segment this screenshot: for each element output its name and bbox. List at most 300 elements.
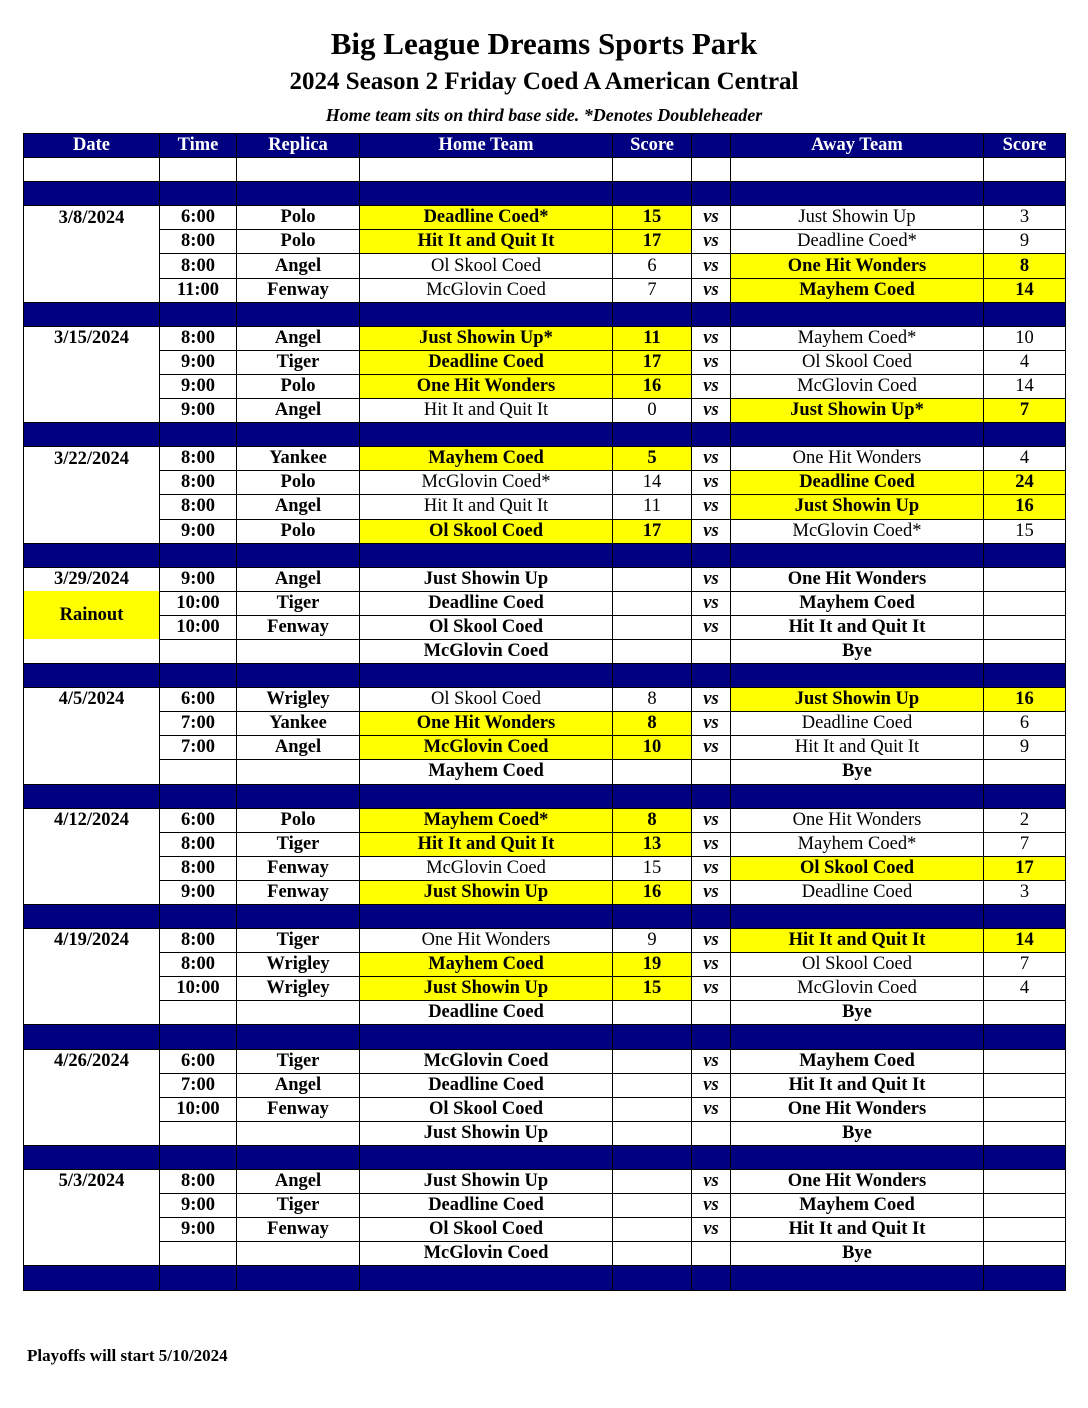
home-score-cell: 9: [613, 929, 692, 953]
blank-row-cell: [613, 158, 692, 182]
week-separator-cell: [160, 302, 237, 326]
vs-cell: vs: [692, 447, 731, 471]
replica-cell: Tiger: [237, 832, 360, 856]
date-cell: [24, 495, 160, 519]
home-score-cell: 5: [613, 447, 692, 471]
vs-cell: vs: [692, 374, 731, 398]
week-separator: [24, 302, 1066, 326]
home-score-cell: 8: [613, 712, 692, 736]
date-cell: [24, 832, 160, 856]
date-cell: [24, 374, 160, 398]
home-score-cell: 17: [613, 350, 692, 374]
home-score-cell: 14: [613, 471, 692, 495]
away-team-cell: Hit It and Quit It: [731, 736, 984, 760]
home-team-cell: Deadline Coed*: [360, 206, 613, 230]
blank-row-cell: [692, 158, 731, 182]
week-separator-cell: [731, 905, 984, 929]
blank-row-cell: [24, 158, 160, 182]
away-score-cell: [984, 591, 1066, 615]
away-score-cell: 24: [984, 471, 1066, 495]
away-team-cell: Just Showin Up: [731, 206, 984, 230]
time-cell: 8:00: [160, 447, 237, 471]
away-score-cell: 7: [984, 399, 1066, 423]
away-score-cell: [984, 1097, 1066, 1121]
week-separator-cell: [984, 1266, 1066, 1290]
week-separator-cell: [731, 302, 984, 326]
away-score-cell: 14: [984, 929, 1066, 953]
week-separator-cell: [360, 784, 613, 808]
week-separator-cell: [984, 784, 1066, 808]
blank-row-cell: [360, 158, 613, 182]
week-separator-cell: [237, 664, 360, 688]
home-team-cell: Hit It and Quit It: [360, 399, 613, 423]
week-separator-cell: [237, 423, 360, 447]
away-score-cell: [984, 1073, 1066, 1097]
blank-row: [24, 158, 1066, 182]
week-separator-cell: [692, 302, 731, 326]
replica-cell: Wrigley: [237, 688, 360, 712]
away-team-cell: Mayhem Coed: [731, 1194, 984, 1218]
time-cell: 9:00: [160, 350, 237, 374]
replica-cell: Angel: [237, 495, 360, 519]
table-row: [24, 1242, 1066, 1266]
home-team-cell: McGlovin Coed: [360, 736, 613, 760]
away-score-cell: 7: [984, 832, 1066, 856]
table-row: [24, 929, 1066, 953]
away-team-cell: McGlovin Coed: [731, 977, 984, 1001]
away-score-cell: 4: [984, 447, 1066, 471]
week-separator-cell: [237, 1266, 360, 1290]
time-cell: [160, 1242, 237, 1266]
date-cell: [24, 639, 160, 663]
week-separator-cell: [613, 423, 692, 447]
away-team-cell: McGlovin Coed: [731, 374, 984, 398]
date-cell: 3/29/2024: [24, 567, 160, 591]
vs-cell: vs: [692, 519, 731, 543]
week-separator-cell: [160, 1145, 237, 1169]
away-team-cell: Deadline Coed: [731, 712, 984, 736]
time-cell: 8:00: [160, 856, 237, 880]
home-score-cell: 8: [613, 808, 692, 832]
vs-cell: vs: [692, 808, 731, 832]
week-separator-cell: [731, 664, 984, 688]
vs-cell: vs: [692, 326, 731, 350]
date-cell: 4/5/2024: [24, 688, 160, 712]
table-row: [24, 1097, 1066, 1121]
home-score-cell: 17: [613, 519, 692, 543]
time-cell: [160, 639, 237, 663]
table-row: [24, 206, 1066, 230]
table-row: [24, 760, 1066, 784]
time-cell: 9:00: [160, 519, 237, 543]
date-cell: 3/15/2024: [24, 326, 160, 350]
week-separator: [24, 543, 1066, 567]
home-team-cell: McGlovin Coed: [360, 856, 613, 880]
week-separator-cell: [237, 543, 360, 567]
week-separator-cell: [237, 784, 360, 808]
time-cell: 8:00: [160, 832, 237, 856]
week-separator-cell: [24, 1266, 160, 1290]
week-separator-cell: [360, 423, 613, 447]
schedule-table: [23, 133, 1066, 1291]
away-team-cell: Hit It and Quit It: [731, 929, 984, 953]
home-team-cell: Just Showin Up: [360, 1170, 613, 1194]
home-score-cell: [613, 1218, 692, 1242]
time-cell: 8:00: [160, 1170, 237, 1194]
col-header-away-team: Away Team: [731, 134, 984, 158]
away-score-cell: 16: [984, 688, 1066, 712]
date-cell: [24, 953, 160, 977]
week-separator-cell: [360, 182, 613, 206]
away-team-cell: Mayhem Coed: [731, 278, 984, 302]
week-separator-cell: [24, 543, 160, 567]
week-separator-cell: [692, 905, 731, 929]
week-separator-cell: [692, 1145, 731, 1169]
week-separator-cell: [24, 302, 160, 326]
away-score-cell: [984, 1121, 1066, 1145]
home-score-cell: [613, 1001, 692, 1025]
week-separator-cell: [613, 182, 692, 206]
away-team-cell: Deadline Coed: [731, 880, 984, 904]
week-separator-cell: [360, 302, 613, 326]
replica-cell: Fenway: [237, 856, 360, 880]
week-separator-cell: [237, 905, 360, 929]
table-row: [24, 254, 1066, 278]
week-separator-cell: [613, 664, 692, 688]
week-separator-cell: [237, 1025, 360, 1049]
replica-cell: Fenway: [237, 1218, 360, 1242]
away-team-cell: Bye: [731, 1242, 984, 1266]
time-cell: 9:00: [160, 1194, 237, 1218]
date-cell: 4/19/2024: [24, 929, 160, 953]
replica-cell: Angel: [237, 254, 360, 278]
vs-cell: vs: [692, 1194, 731, 1218]
week-separator-cell: [984, 1025, 1066, 1049]
week-separator-cell: [613, 302, 692, 326]
time-cell: 9:00: [160, 399, 237, 423]
home-team-cell: Ol Skool Coed: [360, 615, 613, 639]
table-row: [24, 350, 1066, 374]
col-header-date: Date: [24, 134, 160, 158]
away-score-cell: 7: [984, 953, 1066, 977]
replica-cell: Wrigley: [237, 977, 360, 1001]
table-row: [24, 591, 1066, 615]
replica-cell: Tiger: [237, 1049, 360, 1073]
table-row: [24, 326, 1066, 350]
away-score-cell: 14: [984, 278, 1066, 302]
table-row: [24, 856, 1066, 880]
week-separator-cell: [613, 543, 692, 567]
vs-cell: vs: [692, 880, 731, 904]
home-score-cell: 15: [613, 856, 692, 880]
time-cell: 10:00: [160, 1097, 237, 1121]
replica-cell: Angel: [237, 399, 360, 423]
away-score-cell: 3: [984, 206, 1066, 230]
week-separator-cell: [24, 905, 160, 929]
table-row: [24, 1049, 1066, 1073]
time-cell: 8:00: [160, 471, 237, 495]
away-team-cell: McGlovin Coed*: [731, 519, 984, 543]
week-separator-cell: [237, 182, 360, 206]
week-separator-cell: [984, 664, 1066, 688]
home-score-cell: [613, 1097, 692, 1121]
home-score-cell: [613, 1049, 692, 1073]
home-score-cell: 13: [613, 832, 692, 856]
col-header-time: Time: [160, 134, 237, 158]
away-team-cell: Mayhem Coed*: [731, 832, 984, 856]
away-score-cell: 2: [984, 808, 1066, 832]
home-team-cell: McGlovin Coed*: [360, 471, 613, 495]
table-row: [24, 712, 1066, 736]
week-separator-cell: [360, 905, 613, 929]
week-separator-cell: [984, 423, 1066, 447]
vs-cell: vs: [692, 591, 731, 615]
home-score-cell: 15: [613, 206, 692, 230]
time-cell: 6:00: [160, 688, 237, 712]
date-cell: [24, 760, 160, 784]
date-cell: [24, 399, 160, 423]
home-team-cell: Just Showin Up: [360, 1121, 613, 1145]
week-separator-cell: [613, 784, 692, 808]
table-row: [24, 615, 1066, 639]
vs-cell: vs: [692, 856, 731, 880]
replica-cell: Fenway: [237, 880, 360, 904]
vs-cell: vs: [692, 350, 731, 374]
week-separator-cell: [613, 905, 692, 929]
away-score-cell: 9: [984, 736, 1066, 760]
away-team-cell: Just Showin Up*: [731, 399, 984, 423]
date-cell: 3/22/2024: [24, 447, 160, 471]
date-cell: [24, 1097, 160, 1121]
time-cell: 9:00: [160, 374, 237, 398]
away-team-cell: Bye: [731, 1001, 984, 1025]
away-team-cell: Just Showin Up: [731, 688, 984, 712]
week-separator-cell: [692, 182, 731, 206]
home-team-cell: One Hit Wonders: [360, 374, 613, 398]
home-score-cell: [613, 1170, 692, 1194]
home-score-cell: 6: [613, 254, 692, 278]
vs-cell: vs: [692, 953, 731, 977]
replica-cell: Polo: [237, 471, 360, 495]
vs-cell: [692, 760, 731, 784]
vs-cell: vs: [692, 929, 731, 953]
date-cell: [24, 977, 160, 1001]
vs-cell: vs: [692, 567, 731, 591]
away-team-cell: One Hit Wonders: [731, 808, 984, 832]
vs-cell: vs: [692, 495, 731, 519]
replica-cell: Fenway: [237, 615, 360, 639]
home-team-cell: Deadline Coed: [360, 1001, 613, 1025]
table-row: [24, 399, 1066, 423]
home-score-cell: 11: [613, 326, 692, 350]
vs-cell: vs: [692, 832, 731, 856]
week-separator-cell: [160, 1025, 237, 1049]
time-cell: 8:00: [160, 254, 237, 278]
home-score-cell: 19: [613, 953, 692, 977]
home-score-cell: [613, 615, 692, 639]
home-score-cell: [613, 1242, 692, 1266]
time-cell: 7:00: [160, 1073, 237, 1097]
away-score-cell: [984, 1218, 1066, 1242]
time-cell: 9:00: [160, 880, 237, 904]
vs-cell: vs: [692, 206, 731, 230]
away-score-cell: [984, 1170, 1066, 1194]
time-cell: 10:00: [160, 977, 237, 1001]
away-score-cell: 14: [984, 374, 1066, 398]
away-score-cell: 10: [984, 326, 1066, 350]
replica-cell: Polo: [237, 206, 360, 230]
time-cell: 8:00: [160, 230, 237, 254]
week-separator-cell: [731, 423, 984, 447]
home-score-cell: [613, 1121, 692, 1145]
week-separator-cell: [160, 543, 237, 567]
vs-cell: vs: [692, 1049, 731, 1073]
week-separator-cell: [360, 1145, 613, 1169]
replica-cell: Angel: [237, 326, 360, 350]
away-team-cell: Mayhem Coed*: [731, 326, 984, 350]
table-row: [24, 278, 1066, 302]
date-cell: 3/8/2024: [24, 206, 160, 230]
replica-cell: Wrigley: [237, 953, 360, 977]
time-cell: [160, 1001, 237, 1025]
replica-cell: Angel: [237, 567, 360, 591]
replica-cell: Yankee: [237, 447, 360, 471]
replica-cell: [237, 760, 360, 784]
time-cell: 7:00: [160, 736, 237, 760]
week-separator-cell: [692, 543, 731, 567]
week-separator: [24, 1145, 1066, 1169]
home-team-cell: Mayhem Coed*: [360, 808, 613, 832]
week-separator-cell: [24, 182, 160, 206]
away-team-cell: Just Showin Up: [731, 495, 984, 519]
time-cell: 10:00: [160, 591, 237, 615]
away-score-cell: 3: [984, 880, 1066, 904]
away-team-cell: Hit It and Quit It: [731, 1218, 984, 1242]
home-team-cell: Hit It and Quit It: [360, 832, 613, 856]
home-team-cell: Ol Skool Coed: [360, 1097, 613, 1121]
page-note: Home team sits on third base side. *Denotes Doubleheader: [325, 105, 763, 125]
home-team-cell: Just Showin Up: [360, 880, 613, 904]
week-separator-cell: [692, 784, 731, 808]
replica-cell: Fenway: [237, 1097, 360, 1121]
week-separator-cell: [984, 302, 1066, 326]
col-header-home-team: Home Team: [360, 134, 613, 158]
away-team-cell: Ol Skool Coed: [731, 953, 984, 977]
home-score-cell: [613, 1073, 692, 1097]
table-row: [24, 1218, 1066, 1242]
away-team-cell: Deadline Coed*: [731, 230, 984, 254]
rainout-badge: Rainout: [24, 591, 160, 639]
week-separator-cell: [731, 543, 984, 567]
home-team-cell: Deadline Coed: [360, 1073, 613, 1097]
week-separator-cell: [24, 1145, 160, 1169]
home-team-cell: Deadline Coed: [360, 591, 613, 615]
home-score-cell: 16: [613, 374, 692, 398]
week-separator: [24, 784, 1066, 808]
week-separator-cell: [613, 1145, 692, 1169]
vs-cell: [692, 1242, 731, 1266]
page-subtitle: 2024 Season 2 Friday Coed A American Central: [289, 68, 799, 95]
home-team-cell: Hit It and Quit It: [360, 495, 613, 519]
table-row: [24, 495, 1066, 519]
week-separator-cell: [613, 1266, 692, 1290]
week-separator-cell: [731, 182, 984, 206]
date-cell: [24, 712, 160, 736]
col-header-away-score: Score: [984, 134, 1066, 158]
vs-cell: vs: [692, 615, 731, 639]
away-team-cell: One Hit Wonders: [731, 567, 984, 591]
away-score-cell: [984, 1194, 1066, 1218]
away-score-cell: [984, 1242, 1066, 1266]
away-team-cell: One Hit Wonders: [731, 447, 984, 471]
replica-cell: Angel: [237, 1170, 360, 1194]
time-cell: 6:00: [160, 206, 237, 230]
home-score-cell: 11: [613, 495, 692, 519]
home-team-cell: Hit It and Quit It: [360, 230, 613, 254]
week-separator-cell: [360, 1266, 613, 1290]
away-team-cell: One Hit Wonders: [731, 1097, 984, 1121]
home-team-cell: Just Showin Up*: [360, 326, 613, 350]
table-row: [24, 374, 1066, 398]
replica-cell: Angel: [237, 1073, 360, 1097]
week-separator-cell: [984, 905, 1066, 929]
blank-row-cell: [731, 158, 984, 182]
home-team-cell: Mayhem Coed: [360, 447, 613, 471]
home-score-cell: 7: [613, 278, 692, 302]
home-team-cell: Ol Skool Coed: [360, 254, 613, 278]
week-separator-cell: [24, 423, 160, 447]
table-row: [24, 688, 1066, 712]
time-cell: 6:00: [160, 1049, 237, 1073]
home-score-cell: [613, 567, 692, 591]
table-row: [24, 519, 1066, 543]
away-team-cell: Mayhem Coed: [731, 1049, 984, 1073]
week-separator-cell: [692, 423, 731, 447]
col-header-home-score: Score: [613, 134, 692, 158]
home-score-cell: 8: [613, 688, 692, 712]
week-separator-cell: [731, 1025, 984, 1049]
replica-cell: Polo: [237, 230, 360, 254]
time-cell: 7:00: [160, 712, 237, 736]
away-team-cell: Ol Skool Coed: [731, 856, 984, 880]
home-score-cell: 0: [613, 399, 692, 423]
date-cell: 4/12/2024: [24, 808, 160, 832]
date-cell: [24, 471, 160, 495]
week-separator-cell: [24, 1025, 160, 1049]
blank-row-cell: [160, 158, 237, 182]
away-team-cell: One Hit Wonders: [731, 1170, 984, 1194]
vs-cell: vs: [692, 736, 731, 760]
week-separator: [24, 664, 1066, 688]
time-cell: [160, 1121, 237, 1145]
table-row: [24, 736, 1066, 760]
date-cell: [24, 1218, 160, 1242]
week-separator-cell: [160, 905, 237, 929]
away-score-cell: [984, 615, 1066, 639]
away-score-cell: [984, 760, 1066, 784]
replica-cell: Angel: [237, 736, 360, 760]
week-separator-cell: [160, 664, 237, 688]
away-team-cell: Ol Skool Coed: [731, 350, 984, 374]
away-score-cell: [984, 1001, 1066, 1025]
home-score-cell: [613, 639, 692, 663]
vs-cell: vs: [692, 1097, 731, 1121]
week-separator-cell: [692, 1025, 731, 1049]
home-team-cell: McGlovin Coed: [360, 1242, 613, 1266]
table-row: [24, 567, 1066, 591]
home-team-cell: McGlovin Coed: [360, 1049, 613, 1073]
away-team-cell: Mayhem Coed: [731, 591, 984, 615]
